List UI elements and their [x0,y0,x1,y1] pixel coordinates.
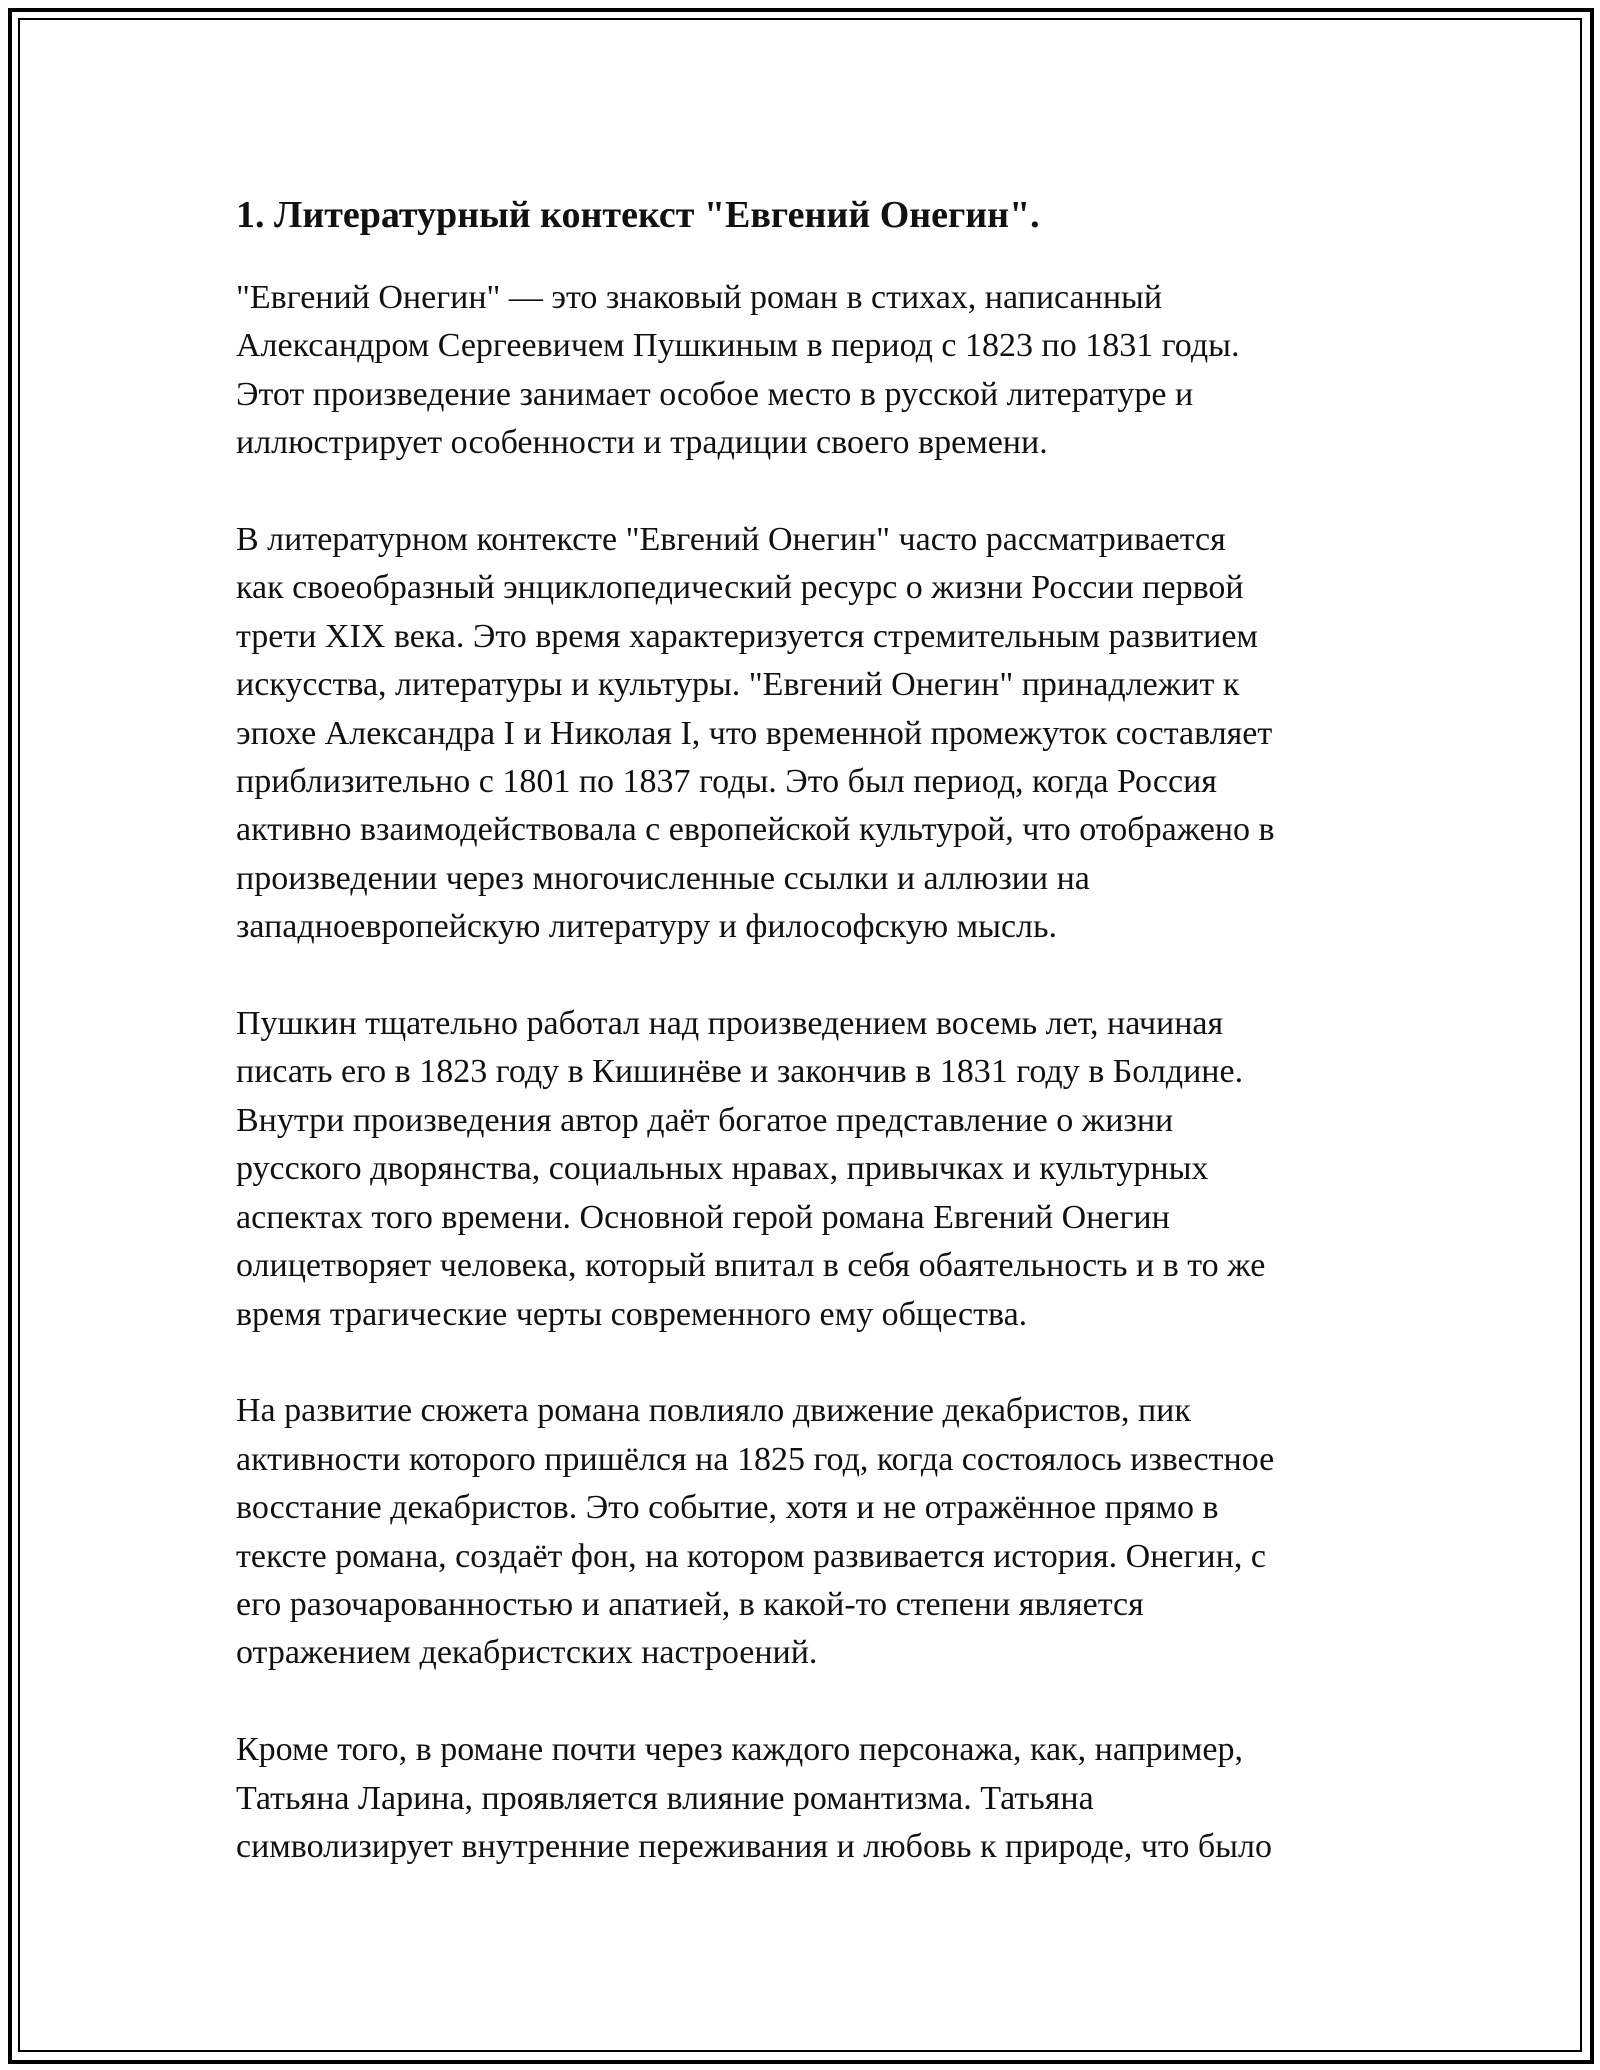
paragraph-line: Этот произведение занимает особое место в русской литературе и [236,375,1194,413]
body-paragraph [236,1000,1376,1339]
body-paragraph [236,1726,1376,1871]
paragraph-line: иллюстрирует особенности и традиции своего времени. [236,424,1048,462]
section-heading: 1. Литературный контекст "Евгений Онегин". [236,194,1040,236]
paragraph-line: "Евгений Онегин" — это знаковый роман в стихах, написанный [236,279,1163,316]
paragraph-line: русского дворянства, социальных нравах, привычках и культурных [236,1150,1209,1188]
paragraph-line: На развитие сюжета романа повлияло движение декабристов, пик [236,1392,1191,1430]
paragraph-line: эпохе Александра I и Николая I, что временной промежуток составляет [236,714,1273,752]
body-paragraph [236,274,1376,468]
paragraph-line: тексте романа, создаёт фон, на котором развивается история. Онегин, с [236,1537,1266,1575]
paragraph-line: отражением декабристских настроений. [236,1634,818,1672]
paragraph-line: трети XIX века. Это время характеризуется стремительным развитием [236,617,1258,655]
paragraph-line: В литературном контексте "Евгений Онегин" часто рассматривается [236,521,1226,559]
body-paragraph [236,516,1376,952]
paragraph-line: Внутри произведения автор даёт богатое представление о жизни [236,1101,1174,1139]
paragraph-line: время трагические черты современного ему общества. [236,1295,1028,1333]
paragraph-line: писать его в 1823 году в Кишинёве и закончив в 1831 году в Болдине. [236,1053,1244,1091]
paragraph-line: символизирует внутренние переживания и любовь к природе, что было [236,1827,1272,1865]
document-page [236,190,1376,1871]
paragraph-line: восстание декабристов. Это событие, хотя и не отражённое прямо в [236,1489,1219,1527]
paragraph-line: активно взаимодействовала с европейской культурой, что отображено в [236,811,1275,849]
paragraph-line: Александром Сергеевичем Пушкиным в период с 1823 по 1831 годы. [236,327,1240,365]
paragraph-line: Татьяна Ларина, проявляется влияние романтизма. Татьяна [236,1779,1094,1817]
paragraph-line: аспектах того времени. Основной герой романа Евгений Онегин [236,1198,1170,1236]
paragraph-line: олицетворяет человека, который впитал в себя обаятельность и в то же [236,1247,1266,1285]
paragraph-line: искусства, литературы и культуры. "Евгений Онегин" принадлежит к [236,666,1240,704]
paragraph-line: его разочарованностью и апатией, в какой-то степени является [236,1585,1144,1623]
document-body [236,274,1376,1871]
body-paragraph [236,1387,1376,1677]
paragraph-line: как своеобразный энциклопедический ресурс о жизни России первой [236,569,1244,607]
paragraph-line: произведении через многочисленные ссылки и аллюзии на [236,859,1090,897]
paragraph-line: Пушкин тщательно работал над произведением восемь лет, начиная [236,1005,1224,1043]
paragraph-line: Кроме того, в романе почти через каждого персонажа, как, например, [236,1731,1243,1769]
paragraph-line: приблизительно с 1801 по 1837 годы. Это был период, когда Россия [236,763,1217,801]
paragraph-line: западноевропейскую литературу и философскую мысль. [236,908,1058,946]
paragraph-line: активности которого пришёлся на 1825 год, когда состоялось известное [236,1440,1275,1478]
